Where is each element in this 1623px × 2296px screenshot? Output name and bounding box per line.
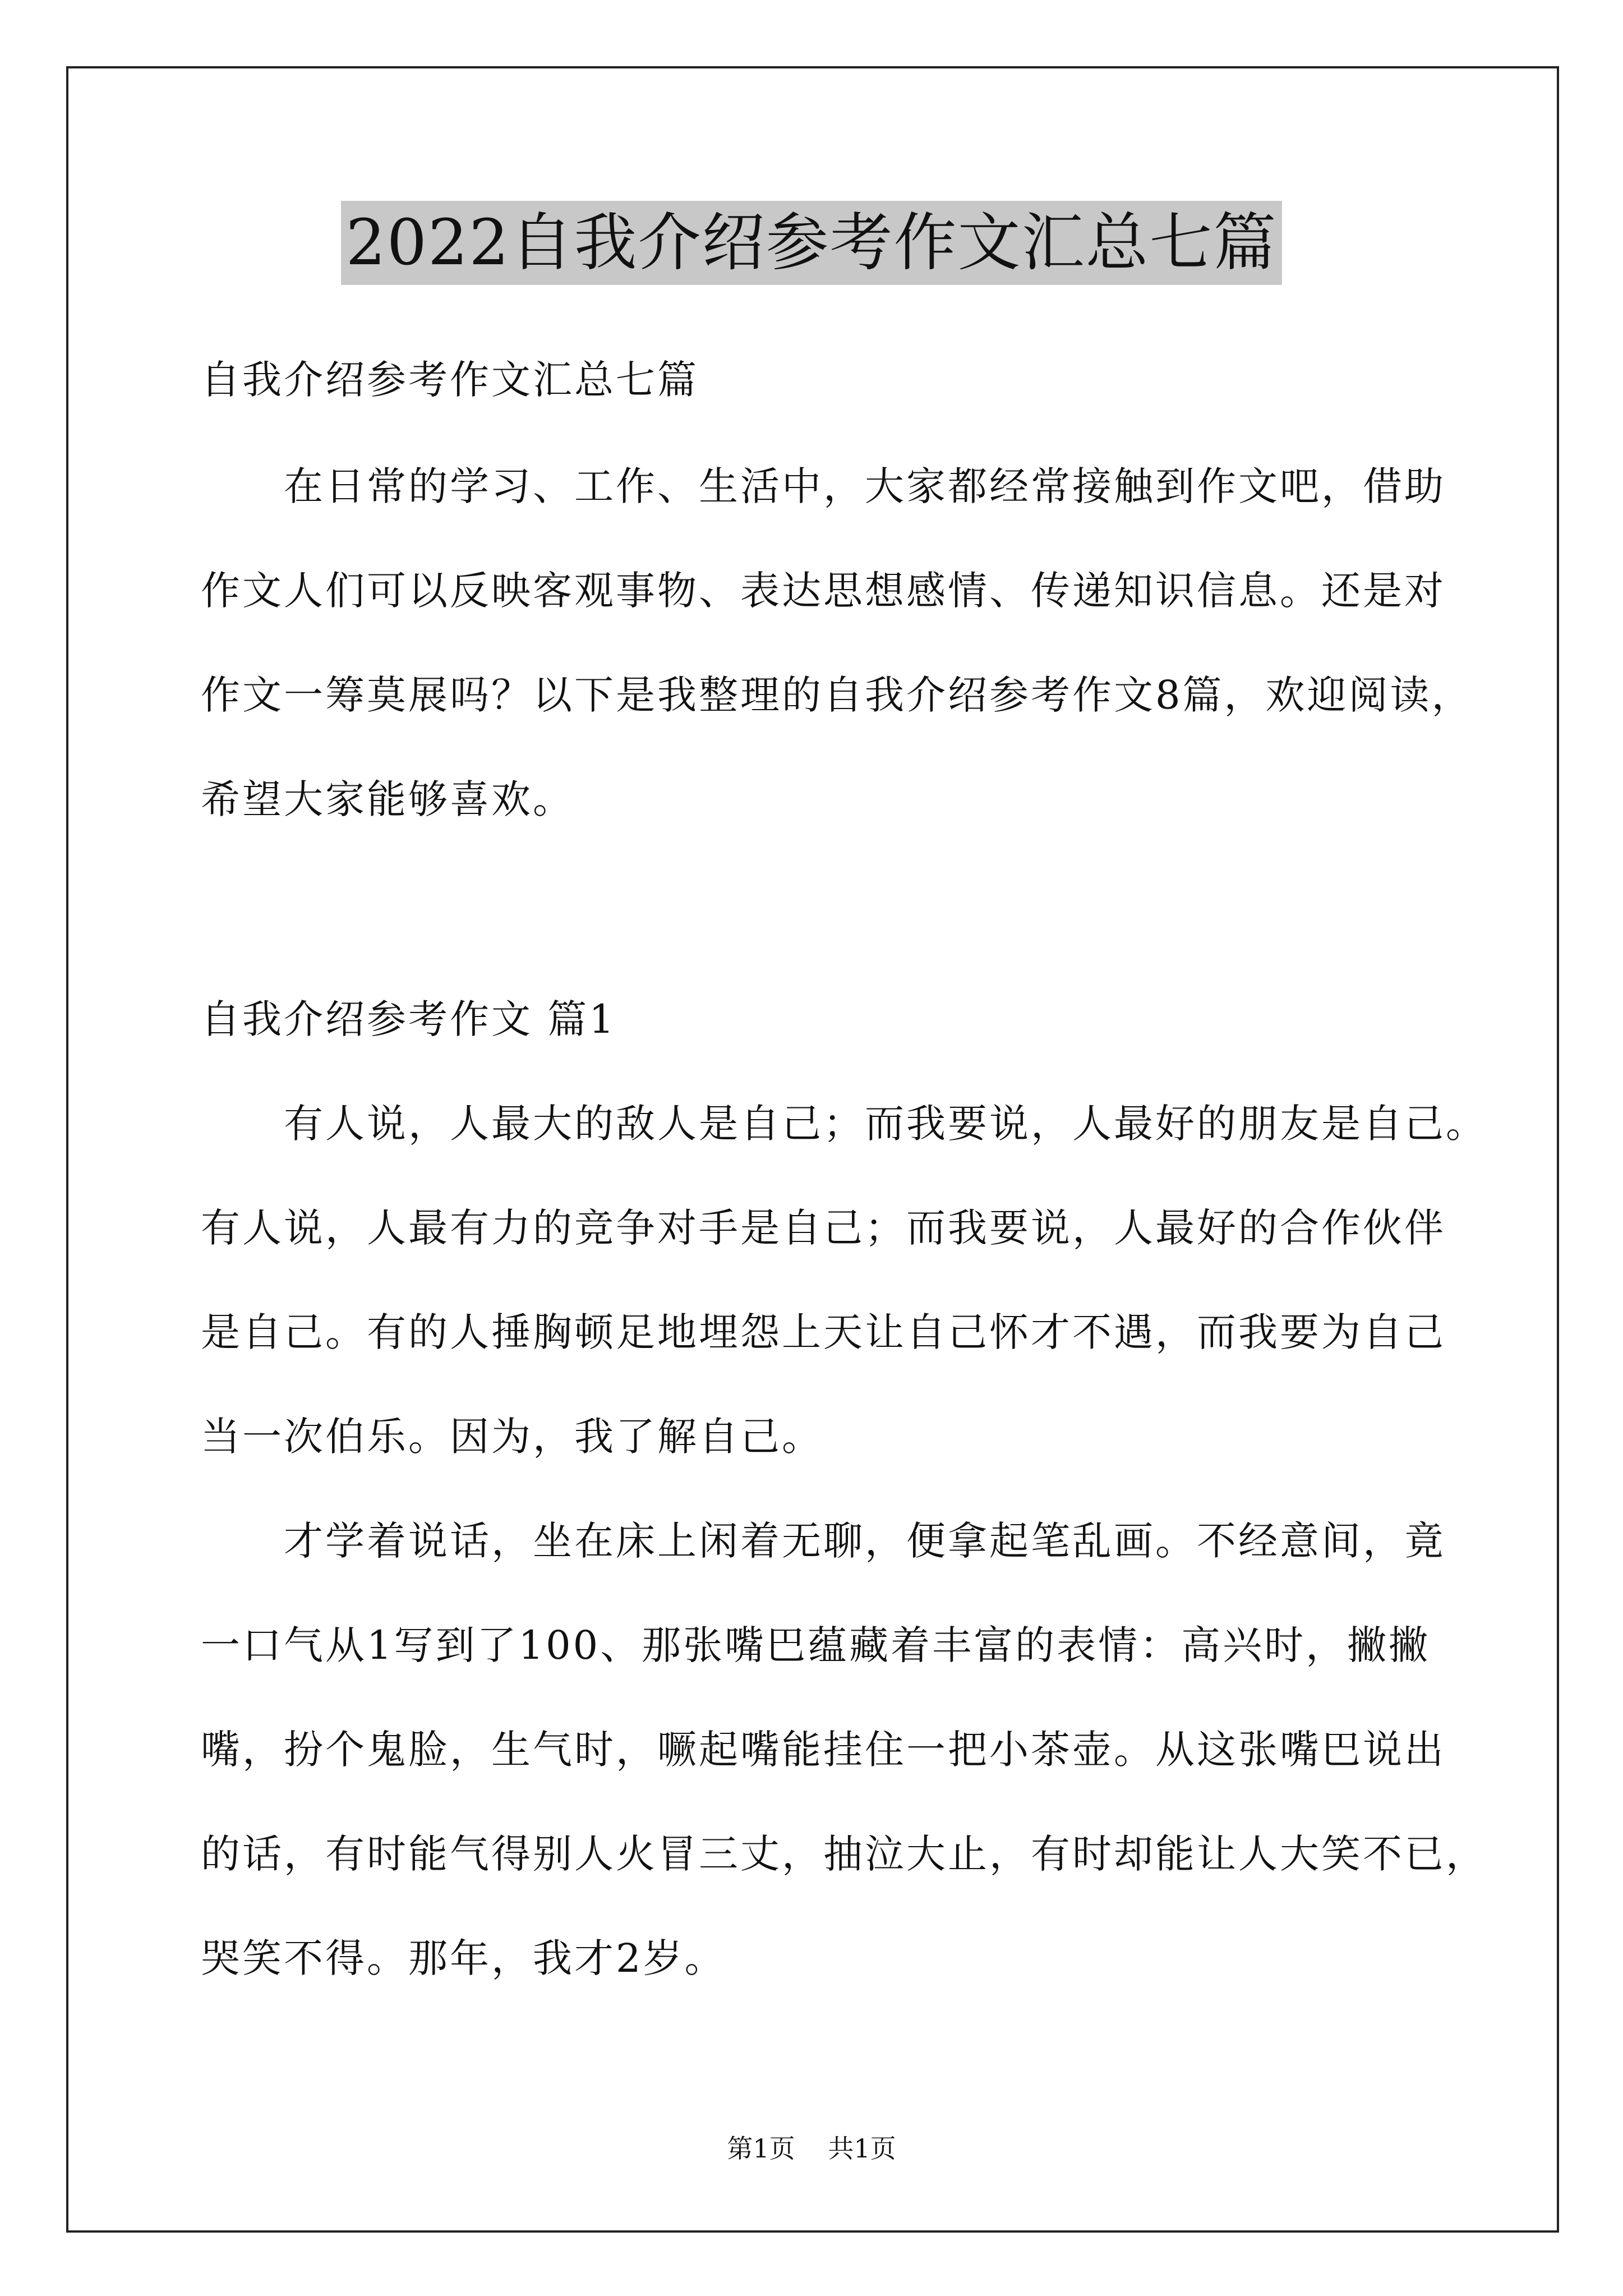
section1-para2-line: 的话，有时能气得别人火冒三丈，抽泣大止，有时却能让人大笑不已， <box>201 1831 1487 1877</box>
document-title: 2022自我介绍参考作文汇总七篇 <box>341 201 1281 285</box>
page-number: 第1页 <box>727 2133 795 2164</box>
intro-line: 在日常的学习、工作、生活中，大家都经常接触到作文吧，借助 <box>201 463 1446 509</box>
section1-para1-line: 有人说，人最有力的竞争对手是自己；而我要说，人最好的合作伙伴 <box>201 1205 1446 1251</box>
title-container <box>0 201 1623 285</box>
section1-para2-line: 才学着说话，坐在床上闲着无聊，便拿起笔乱画。不经意间，竟 <box>201 1518 1446 1564</box>
section1-para1-line: 有人说，人最大的敌人是自己；而我要说，人最好的朋友是自己。 <box>201 1101 1487 1147</box>
section1-para2-line: 嘴，扮个鬼脸，生气时，噘起嘴能挂住一把小茶壶。从这张嘴巴说出 <box>201 1727 1446 1773</box>
page-total: 共1页 <box>828 2133 896 2164</box>
section-heading: 自我介绍参考作文 篇1 <box>201 996 616 1042</box>
section1-para1-line: 当一次伯乐。因为，我了解自己。 <box>201 1414 823 1460</box>
section1-para2-line: 哭笑不得。那年，我才2岁。 <box>201 1935 726 1981</box>
intro-line: 作文一筹莫展吗？以下是我整理的自我介绍参考作文8篇，欢迎阅读， <box>201 672 1473 718</box>
section1-para1-line: 是自己。有的人捶胸顿足地埋怨上天让自己怀才不遇，而我要为自己 <box>201 1309 1446 1355</box>
document-subtitle: 自我介绍参考作文汇总七篇 <box>201 357 699 403</box>
section1-para2-line: 一口气从1写到了100、那张嘴巴蕴藏着丰富的表情：高兴时，撇撇 <box>201 1622 1431 1668</box>
intro-line: 作文人们可以反映客观事物、表达思想感情、传递知识信息。还是对 <box>201 568 1446 614</box>
page-footer <box>0 2132 1623 2165</box>
intro-line: 希望大家能够喜欢。 <box>201 776 574 822</box>
